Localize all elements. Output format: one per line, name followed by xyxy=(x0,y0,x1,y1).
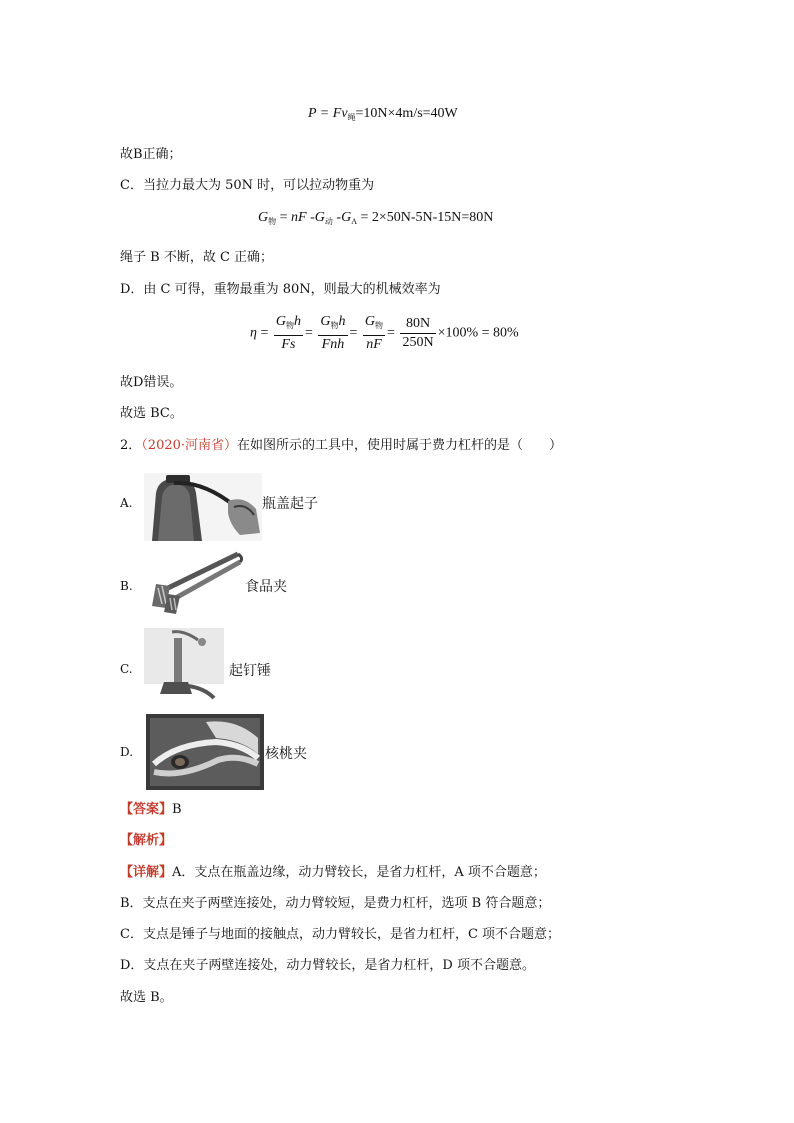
weight-equation xyxy=(258,210,493,227)
analysis-line xyxy=(120,832,172,850)
option-b-letter: B. xyxy=(120,579,133,593)
option-a-letter: A. xyxy=(120,496,133,510)
question-2 xyxy=(120,437,562,455)
bottle-opener-photo-icon xyxy=(144,473,262,541)
food-tongs-photo-icon xyxy=(148,548,244,616)
d-wrong-line: 故D错误。 xyxy=(120,375,183,390)
c-intro-line: C．当拉力最大为 50N 时，可以拉动物重为 xyxy=(120,178,375,193)
answer-label: 【答案】 xyxy=(120,802,173,817)
eq-eff-equals: = xyxy=(256,325,272,341)
answer-line xyxy=(120,801,182,819)
option-c-label: 起钉锤 xyxy=(229,663,271,679)
eq-g1: G xyxy=(258,210,269,225)
rope-ok-line: 绳子 B 不断，故 C 正确； xyxy=(120,250,274,265)
option-d-label: 核桃夹 xyxy=(265,746,307,762)
detail-label: 【详解】 xyxy=(120,865,173,880)
detail-a-text: A．支点在瓶盖边缘，动力臂较长，是省力杠杆，A 项不合题意； xyxy=(172,865,546,880)
fraction-3-numerator xyxy=(363,314,385,336)
source-open-paren: （ xyxy=(141,438,148,453)
fraction-2-denominator xyxy=(318,336,347,353)
efficiency-equation: η = $\frac{G_物h}{Fs}$ = $\frac{G_物h}{\text{Fnh}}$ = $\frac{G_物}{nF}$ = $\frac{80N}{250N}$ ×100% = 80% xyxy=(250,314,519,352)
source-tag: 2020·河南省 xyxy=(147,438,225,453)
b-correct-line: 故B正确； xyxy=(120,147,182,162)
eq-minus-1: - xyxy=(306,210,315,225)
eq-g3-sub: A xyxy=(351,217,357,226)
f1-sub: 物 xyxy=(285,321,294,330)
answer-value: B xyxy=(172,802,182,817)
fraction-1-denominator xyxy=(274,336,303,353)
eq-weight-result: = 2×50N-5N-15N=80N xyxy=(356,210,494,225)
option-a-label: 瓶盖起子 xyxy=(262,496,318,512)
fraction-3 xyxy=(363,314,385,353)
eq-g1-sub: 物 xyxy=(268,217,277,226)
fraction-4 xyxy=(400,316,435,351)
f1-g: G xyxy=(275,314,286,329)
option-c-letter: C. xyxy=(120,662,133,676)
question-body: 在如图所示的工具中，使用时属于费力杠杆的是（ ） xyxy=(237,438,563,453)
final-answer-line: 故选 B。 xyxy=(120,990,173,1005)
fraction-2-numerator xyxy=(318,314,347,336)
fraction-4-denominator: 250N xyxy=(402,335,434,350)
fraction-3-denominator xyxy=(363,336,385,353)
nutcracker-photo-icon xyxy=(146,714,264,790)
choose-bc-line: 故选 BC。 xyxy=(120,406,183,421)
eq-v-subscript: 绳 xyxy=(347,113,356,122)
eq-v: v xyxy=(341,106,348,121)
f2-sub: 物 xyxy=(330,321,339,330)
f1-h: h xyxy=(293,314,301,329)
source-close-paren: ） xyxy=(224,438,238,453)
detail-d-line: D．支点在夹子两壁连接处，动力臂较长，是省力杠杆，D 项不合题意。 xyxy=(120,958,535,973)
f3-sub: 物 xyxy=(375,321,384,330)
fraction-1-numerator xyxy=(274,314,303,336)
eq-g3: G xyxy=(341,210,352,225)
detail-c-line: C．支点是锤子与地面的接触点，动力臂较长，是省力杠杆，C 项不合题意； xyxy=(120,927,561,942)
f2-g: G xyxy=(320,314,331,329)
question-number: 2． xyxy=(120,438,142,453)
eq-eff-result: ×100% = 80% xyxy=(437,325,519,341)
claw-hammer-photo-icon xyxy=(144,628,224,702)
fraction-4-numerator: 80N xyxy=(400,316,435,334)
detail-a-line xyxy=(120,864,546,882)
option-b-label: 食品夹 xyxy=(245,579,287,595)
eq-eta: η xyxy=(250,325,257,341)
f3-g: G xyxy=(364,314,376,329)
eq-equals: = xyxy=(276,210,292,225)
analysis-label: 【解析】 xyxy=(120,833,173,848)
fraction-2 xyxy=(318,314,347,353)
f2-den: Fnh xyxy=(321,337,345,352)
detail-b-line: B．支点在夹子两壁连接处，动力臂较短，是费力杠杆，选项 B 符合题意； xyxy=(120,896,551,911)
power-equation xyxy=(308,106,458,123)
eq-g2-sub: 动 xyxy=(324,217,333,226)
f3-den: nF xyxy=(366,337,382,352)
eq-minus-2: - xyxy=(332,210,342,225)
eq-g2: G xyxy=(314,210,325,225)
f2-h: h xyxy=(338,314,346,329)
eq-nf: nF xyxy=(291,210,307,225)
eq-p: P = F xyxy=(308,106,342,121)
eq-power-result: =10N×4m/s=40W xyxy=(355,106,458,121)
option-d-letter: D. xyxy=(120,745,134,759)
d-intro-line: D．由 C 可得，重物最重为 80N，则最大的机械效率为 xyxy=(120,282,441,297)
f1-den: Fs xyxy=(281,337,296,352)
fraction-1 xyxy=(274,314,303,353)
